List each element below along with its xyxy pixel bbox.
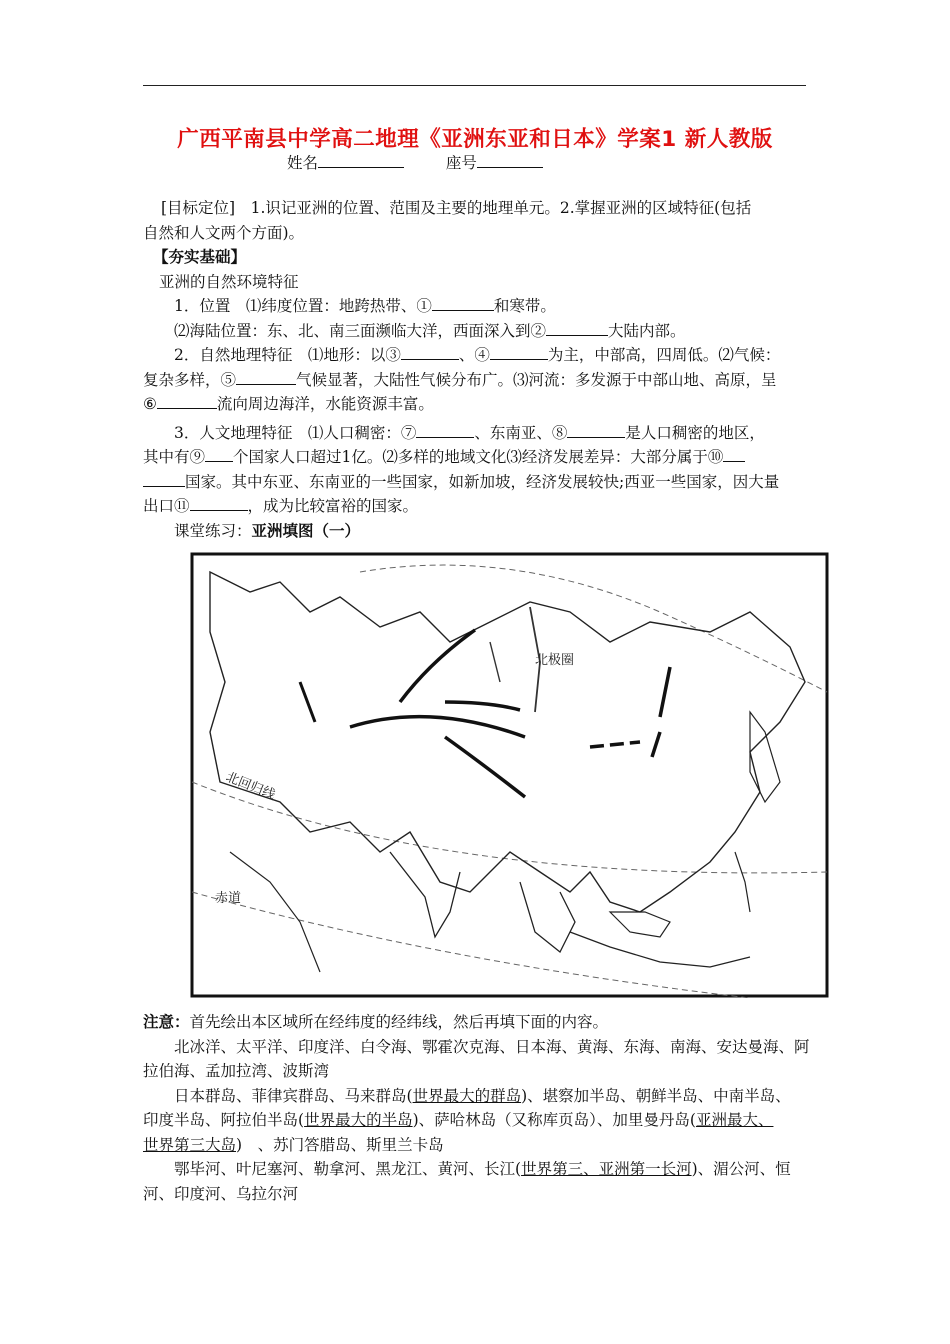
oceans-line: 北冰洋、太平洋、印度洋、白令海、鄂霍次克海、日本海、黄海、东海、南海、安达曼海、阿 bbox=[174, 1037, 810, 1056]
natural-line: 2．自然地理特征 ⑴地形：以③ 、④ 为主，中部高，四周低。⑵气候： bbox=[174, 346, 781, 364]
location-line: ⑵海陆位置：东、北、南三面濒临大洋，西面深入到② 大陆内部。 bbox=[174, 321, 686, 340]
tropic-label: 北回归线 bbox=[223, 769, 278, 804]
human-line: 国家。其中东亚、东南亚的一些国家，如新加坡，经济发展较快;西亚一些国家，因大量 bbox=[143, 470, 813, 495]
islands-line: 印度半岛、阿拉伯半岛(世界最大的半岛)、萨哈林岛（又称库页岛）、加里曼丹岛(亚洲最大、 bbox=[143, 1111, 774, 1129]
answer-blank-2[interactable] bbox=[546, 320, 608, 336]
answer-blank-10[interactable] bbox=[723, 446, 745, 462]
answer-blank-1[interactable] bbox=[432, 295, 494, 311]
natural-line: ⑥ 流向周边海洋，水能资源丰富。 bbox=[143, 395, 434, 413]
islands-line: 日本群岛、菲律宾群岛、马来群岛(世界最大的群岛)、堪察加半岛、朝鲜半岛、中南半岛、 bbox=[174, 1086, 791, 1105]
answer-blank-10-cont[interactable] bbox=[143, 471, 185, 487]
exercise-heading: 课堂练习：亚洲填图（一） bbox=[174, 521, 361, 540]
name-blank[interactable] bbox=[318, 152, 404, 168]
seat-blank[interactable] bbox=[477, 152, 543, 168]
answer-blank-5[interactable] bbox=[236, 369, 296, 385]
oceans-line: 拉伯海、孟加拉湾、波斯湾 bbox=[143, 1062, 330, 1080]
natural-line: 复杂多样，⑤ 气候显著，大陆性气候分布广。⑶河流：多发源于中部山地、高原，呈 bbox=[143, 370, 777, 389]
equator-label: 赤道 bbox=[215, 891, 242, 906]
section-title: 亚洲的自然环境特征 bbox=[159, 272, 299, 291]
answer-blank-7[interactable] bbox=[416, 422, 474, 438]
location-line: 1．位置 ⑴纬度位置：地跨热带、① 和寒带。 bbox=[174, 297, 556, 315]
seat-label: 座号 bbox=[445, 154, 477, 172]
human-line: 出口⑪ ，成为比较富裕的国家。 bbox=[143, 497, 419, 515]
goals-line: [目标定位] 1.识记亚洲的位置、范围及主要的地理单元。2.掌握亚洲的区域特征(包括 bbox=[161, 199, 752, 217]
answer-blank-9[interactable] bbox=[205, 446, 233, 462]
answer-blank-4[interactable] bbox=[490, 344, 548, 360]
human-line: 其中有⑨ 个国家人口超过1亿。⑵多样的地域文化⑶经济发展差异：大部分属于⑩ bbox=[143, 445, 813, 470]
notes-section bbox=[143, 1010, 813, 1206]
header-rule bbox=[143, 85, 806, 86]
asia-outline-map bbox=[190, 552, 829, 998]
goals-line: 自然和人文两个方面)。 bbox=[143, 223, 305, 242]
rivers-line: 鄂毕河、叶尼塞河、勒拿河、黑龙江、黄河、长江(世界第三、亚洲第一长河)、湄公河、恒 bbox=[174, 1160, 791, 1178]
islands-line: 世界第三大岛) 、苏门答腊岛、斯里兰卡岛 bbox=[143, 1135, 444, 1154]
note-line: 注意：首先绘出本区域所在经纬度的经纬线，然后再填下面的内容。 bbox=[143, 1012, 609, 1031]
name-label: 姓名 bbox=[287, 154, 319, 172]
page-title: 广西平南县中学高二地理《亚洲东亚和日本》学案1 新人教版 bbox=[177, 127, 773, 152]
worksheet-body bbox=[143, 196, 813, 543]
answer-blank-11[interactable] bbox=[190, 495, 248, 511]
answer-blank-3[interactable] bbox=[401, 344, 459, 360]
foundation-heading: 【夯实基础】 bbox=[153, 247, 247, 266]
student-info bbox=[287, 151, 543, 173]
answer-blank-8[interactable] bbox=[567, 422, 625, 438]
answer-blank-6[interactable] bbox=[157, 393, 217, 409]
human-line: 3．人文地理特征 ⑴人口稠密：⑦ 、东南亚、⑧ 是人口稠密的地区， bbox=[174, 423, 765, 442]
rivers-line: 河、印度河、乌拉尔河 bbox=[143, 1184, 299, 1203]
arctic-circle-label: 北极圈 bbox=[535, 653, 575, 668]
